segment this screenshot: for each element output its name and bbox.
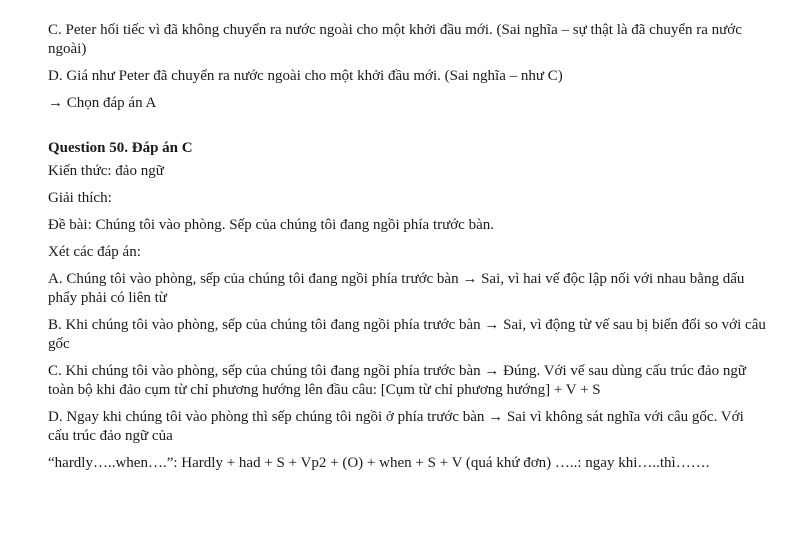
- prompt-line: Đề bài: Chúng tôi vào phòng. Sếp của chúng tôi đang ngồi phía trước bàn.: [48, 217, 494, 233]
- explain-label: Giải thích:: [48, 190, 112, 206]
- question-50-heading: Question 50. Đáp án C: [48, 140, 193, 156]
- knowledge-line: Kiến thức: đảo ngữ: [48, 163, 164, 179]
- formula-line: “hardly…..when….”: Hardly + had + S + Vp2 + (O) + when + S + V (quá khứ đơn) …..: ngay khi…..thì…….: [48, 455, 710, 471]
- option-b: B. Khi chúng tôi vào phòng, sếp của chúng tôi đang ngồi phía trước bàn → Sai, vì động từ vế sau bị biến đổi so với câu gốc: [48, 317, 766, 352]
- prev-option-d: D. Giá như Peter đã chuyển ra nước ngoài cho một khởi đầu mới. (Sai nghĩa – như C): [48, 68, 563, 84]
- option-a: A. Chúng tôi vào phòng, sếp của chúng tôi đang ngồi phía trước bàn → Sai, vì hai vế độc lập nối với nhau bằng dấu phẩy phải có liên từ: [48, 271, 745, 306]
- option-c: C. Khi chúng tôi vào phòng, sếp của chúng tôi đang ngồi phía trước bàn → Đúng. Với vế sau dùng cấu trúc đảo ngữ toàn bộ khi đảo cụm từ chỉ phương hướng lên đầu câu: [Cụm từ chỉ phương hướng] + V + S: [48, 363, 746, 398]
- consider-line: Xét các đáp án:: [48, 244, 141, 260]
- prev-option-c: C. Peter hối tiếc vì đã không chuyển ra nước ngoài cho một khởi đầu mới. (Sai nghĩa – sự thật là đã chuyển ra nước ngoài): [48, 22, 742, 57]
- document-body: [48, 21, 768, 481]
- option-d: D. Ngay khi chúng tôi vào phòng thì sếp chúng tôi ngồi ở phía trước bàn → Sai vì không sát nghĩa với câu gốc. Với cấu trúc đảo ngữ của: [48, 409, 744, 444]
- section-gap: [48, 121, 768, 139]
- prev-answer: → Chọn đáp án A: [48, 95, 157, 111]
